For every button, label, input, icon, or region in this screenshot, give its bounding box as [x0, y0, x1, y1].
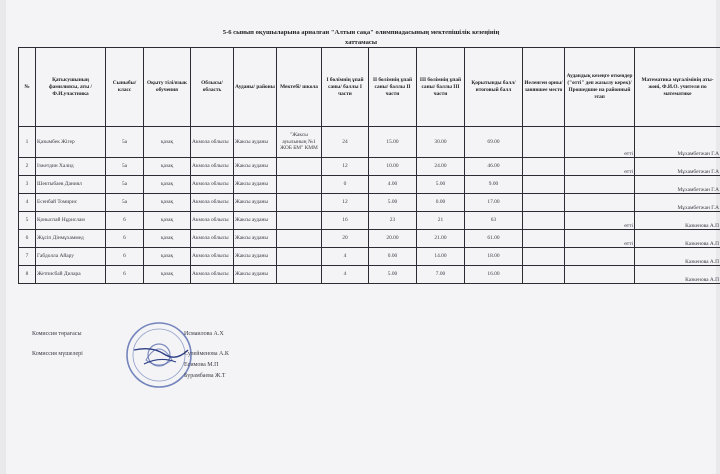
cell-p3: 24.00: [417, 158, 465, 176]
document-title: 5-6 сынып оқушыларына арналған "Алтын сақа" олимпиадасының мектепішілік кезеңінің: [222, 29, 500, 36]
cell-p2: 5.00: [369, 194, 417, 212]
cell-n: 5: [19, 212, 36, 230]
table-row: [19, 176, 720, 194]
cell-name: Қоныспай Нұрислам: [36, 212, 106, 230]
cell-p1: 12: [322, 194, 369, 212]
table-row: [19, 212, 720, 230]
cell-p2: 4.00: [369, 176, 417, 194]
cell-p3: 30.00: [417, 127, 465, 158]
cell-school: [277, 194, 322, 212]
table-body: [19, 127, 720, 284]
cell-region: Акмола облысы: [191, 266, 234, 284]
cell-p2: 23: [369, 212, 417, 230]
cell-teacher: Мұхамбетжан Г.А: [635, 158, 720, 176]
cell-name: Қазымбек Жігер: [36, 127, 106, 158]
cell-school: "Жаксы ауылының №1 ЖОБ БМ" КММ: [277, 127, 322, 158]
cell-passed: өтті: [565, 230, 635, 248]
cell-p1: 4: [322, 266, 369, 284]
cell-place: [523, 230, 565, 248]
cell-lang: қазақ: [144, 248, 191, 266]
cell-p3: 7.00: [417, 266, 465, 284]
cell-p3: 0.00: [417, 194, 465, 212]
cell-district: Жаксы ауданы: [234, 194, 277, 212]
cell-teacher: Казкенова А.П: [635, 230, 720, 248]
cell-p3: 21: [417, 212, 465, 230]
cell-grade: 5а: [106, 127, 144, 158]
cell-lang: қазақ: [144, 194, 191, 212]
cell-grade: 5а: [106, 176, 144, 194]
cell-passed: өтті: [565, 158, 635, 176]
cell-school: [277, 248, 322, 266]
cell-school: [277, 158, 322, 176]
cell-district: Жаксы ауданы: [234, 230, 277, 248]
commission-member-3: Бурамбаева Ж.Т: [184, 373, 226, 379]
cell-name: Габдолла Айару: [36, 248, 106, 266]
commission-chair-label: Комиссия төрағасы: [32, 331, 82, 337]
cell-region: Акмола облысы: [191, 212, 234, 230]
cell-passed: [565, 248, 635, 266]
cell-total: 17.00: [465, 194, 523, 212]
cell-place: [523, 248, 565, 266]
cell-p1: 12: [322, 158, 369, 176]
commission-member-2: Есимова М.П: [184, 362, 219, 368]
cell-p1: 24: [322, 127, 369, 158]
cell-total: 69.00: [465, 127, 523, 158]
cell-place: [523, 176, 565, 194]
cell-p2: 10.00: [369, 158, 417, 176]
cell-district: Жаксы ауданы: [234, 176, 277, 194]
header-cell: Қатысушының фамилиясы, аты /Ф.И.участника: [36, 48, 106, 127]
table-row: [19, 266, 720, 284]
cell-lang: қазақ: [144, 266, 191, 284]
cell-total: 63: [465, 212, 523, 230]
cell-teacher: Мұхамбетжан Г.А: [635, 176, 720, 194]
cell-p2: 5.00: [369, 266, 417, 284]
cell-district: Жаксы ауданы: [234, 127, 277, 158]
cell-district: Жаксы ауданы: [234, 212, 277, 230]
cell-district: Жаксы ауданы: [234, 248, 277, 266]
cell-p1: 16: [322, 212, 369, 230]
cell-name: Жетписбай Дилара: [36, 266, 106, 284]
cell-region: Акмола облысы: [191, 248, 234, 266]
header-cell: Сыныбы/класс: [106, 48, 144, 127]
cell-p3: 14.00: [417, 248, 465, 266]
cell-total: 61.00: [465, 230, 523, 248]
cell-place: [523, 194, 565, 212]
cell-total: 46.00: [465, 158, 523, 176]
cell-region: Акмола облысы: [191, 176, 234, 194]
cell-passed: өтті: [565, 212, 635, 230]
header-cell: Иеленген орны/ занявшее место: [523, 48, 565, 127]
cell-region: Акмола облысы: [191, 127, 234, 158]
cell-n: 1: [19, 127, 36, 158]
cell-p3: 21.00: [417, 230, 465, 248]
table-row: [19, 230, 720, 248]
commission-member-1: Сулейменова А.К: [184, 351, 229, 357]
commission-members-label: Комиссия мүшелері: [32, 351, 83, 357]
cell-region: Акмола облысы: [191, 158, 234, 176]
cell-lang: қазақ: [144, 212, 191, 230]
cell-school: [277, 266, 322, 284]
cell-p3: 5.00: [417, 176, 465, 194]
cell-p1: 4: [322, 248, 369, 266]
cell-grade: 6: [106, 266, 144, 284]
header-cell: Облысы/ область: [191, 48, 234, 127]
cell-grade: 6: [106, 212, 144, 230]
cell-n: 8: [19, 266, 36, 284]
header-cell: Ауданы/ районы: [234, 48, 277, 127]
cell-n: 4: [19, 194, 36, 212]
header-cell: III бөлімнің ұпай саны/ баллы III части: [417, 48, 465, 127]
header-cell: №: [19, 48, 36, 127]
cell-n: 7: [19, 248, 36, 266]
cell-place: [523, 158, 565, 176]
cell-teacher: Казкенова А.П: [635, 266, 720, 284]
cell-passed: [565, 266, 635, 284]
cell-name: Жұсіп Дінмұхаммед: [36, 230, 106, 248]
header-cell: Мектебі/ школа: [277, 48, 322, 127]
cell-teacher: Мұхамбетжан Г.А: [635, 194, 720, 212]
cell-school: [277, 212, 322, 230]
table-row: [19, 194, 720, 212]
cell-p1: 20: [322, 230, 369, 248]
cell-name: Шектыбаев Даниял: [36, 176, 106, 194]
cell-total: 16.00: [465, 266, 523, 284]
cell-school: [277, 230, 322, 248]
cell-grade: 6: [106, 248, 144, 266]
cell-district: Жаксы ауданы: [234, 158, 277, 176]
cell-passed: [565, 176, 635, 194]
cell-passed: өтті: [565, 127, 635, 158]
results-table: [18, 47, 720, 284]
header-cell: II бөлімнің ұпай саны/ баллы II части: [369, 48, 417, 127]
cell-lang: қазақ: [144, 176, 191, 194]
header-cell: Аудандық кезеңге өткендер ("өтті" деп жазылу керек)/ Прошедшие на районный этап: [565, 48, 635, 127]
document-sheet: [6, 0, 719, 474]
document-subtitle: хаттамасы: [344, 39, 377, 46]
cell-place: [523, 212, 565, 230]
cell-lang: қазақ: [144, 158, 191, 176]
cell-lang: қазақ: [144, 230, 191, 248]
cell-p2: 20.00: [369, 230, 417, 248]
cell-region: Акмола облысы: [191, 230, 234, 248]
cell-place: [523, 127, 565, 158]
table-row: [19, 248, 720, 266]
header-cell: Қорытынды балл/ итоговый балл: [465, 48, 523, 127]
cell-p2: 0.00: [369, 248, 417, 266]
cell-grade: 6: [106, 230, 144, 248]
cell-n: 3: [19, 176, 36, 194]
header-cell: Оқыту тілі/язык обучения: [144, 48, 191, 127]
cell-lang: қазақ: [144, 127, 191, 158]
header-cell: I бөлімнің ұпай саны/ баллы I части: [322, 48, 369, 127]
cell-grade: 5а: [106, 158, 144, 176]
cell-teacher: Казкенова А.П: [635, 212, 720, 230]
cell-teacher: Казкенова А.П: [635, 248, 720, 266]
cell-name: Ізжетдин Халид: [36, 158, 106, 176]
cell-school: [277, 176, 322, 194]
header-cell: Математика мұғалімінің аты-жөні, Ф.И.О. учителя по математике: [635, 48, 720, 127]
cell-district: Жаксы ауданы: [234, 266, 277, 284]
cell-p2: 15.00: [369, 127, 417, 158]
table-row: [19, 127, 720, 158]
cell-region: Акмола облысы: [191, 194, 234, 212]
cell-total: 18.00: [465, 248, 523, 266]
commission-chair-name: Исмаилова А.Х: [184, 331, 224, 337]
cell-p1: 0: [322, 176, 369, 194]
cell-name: Есенбай Томирис: [36, 194, 106, 212]
cell-grade: 5а: [106, 194, 144, 212]
cell-n: 6: [19, 230, 36, 248]
cell-n: 2: [19, 158, 36, 176]
cell-passed: [565, 194, 635, 212]
header-row: [19, 48, 720, 127]
table-row: [19, 158, 720, 176]
cell-place: [523, 266, 565, 284]
cell-total: 9.00: [465, 176, 523, 194]
cell-teacher: Мұхамбетжан Г.А: [635, 127, 720, 158]
